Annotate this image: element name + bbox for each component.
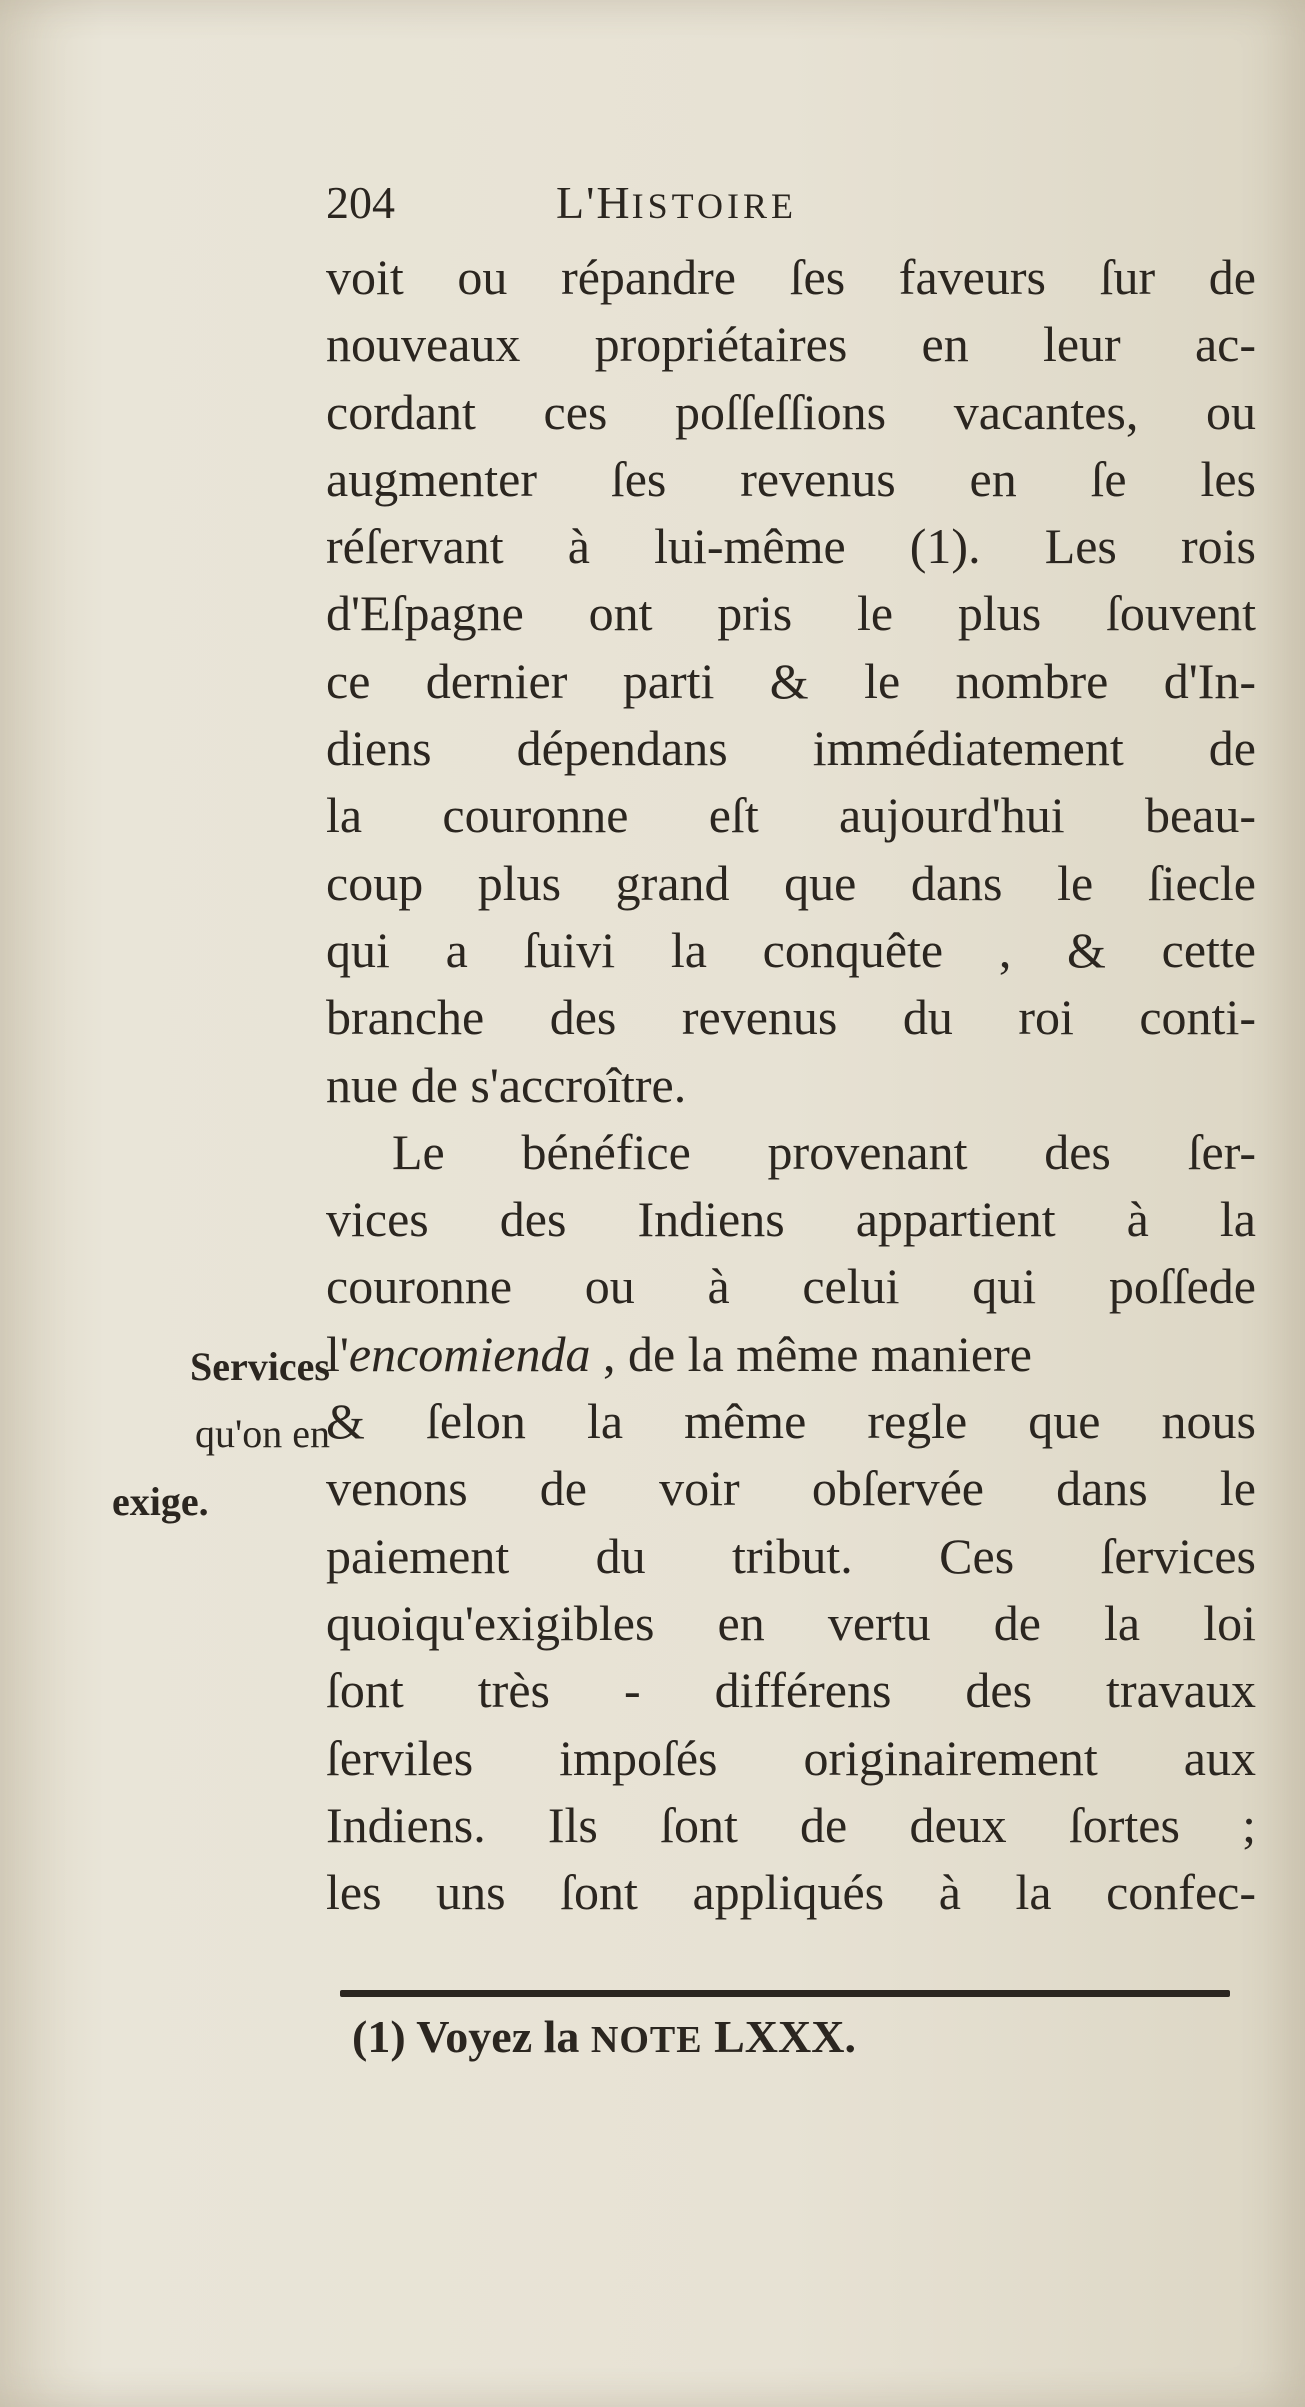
running-title (556, 176, 797, 229)
text-line: & ſelon la même regle que nous (326, 1393, 1256, 1450)
paragraph-start-line: Le bénéfice provenant des ſer- (392, 1123, 1256, 1180)
text-line: coup plus grand que dans le ſiecle (326, 854, 1256, 911)
text-line: couronne ou à celui qui poſſede (326, 1258, 1256, 1315)
marginal-note-line: exige. (112, 1478, 209, 1524)
text-line: quoiqu'exigibles en vertu de la loi (326, 1594, 1256, 1651)
text-fragment: l' (326, 1325, 349, 1382)
body-text (326, 244, 1256, 1926)
running-title-rest: ISTOIRE (631, 186, 797, 226)
page-number: 204 (326, 177, 395, 228)
text-line: augmenter ſes revenus en ſe les (326, 450, 1256, 507)
text-line: ſerviles impoſés originairement aux (326, 1729, 1256, 1786)
marginal-note-line: Services (190, 1344, 330, 1389)
text-line: venons de voir obſervée dans le (326, 1460, 1256, 1517)
page-header (326, 168, 1246, 238)
text-line: paiement du tribut. Ces ſervices (326, 1527, 1256, 1584)
text-line: vices des Indiens appartient à la (326, 1191, 1256, 1248)
text-line: cordant ces poſſeſſions vacantes, ou (326, 383, 1256, 440)
encomienda-term: encomienda (348, 1325, 591, 1382)
text-fragment: , de la même maniere (590, 1325, 1032, 1382)
text-line: réſervant à lui-même (1). Les rois (326, 518, 1256, 575)
text-line: d'Eſpagne ont pris le plus ſouvent (326, 585, 1256, 642)
paragraph-end-line: nue de s'accroître. (326, 1056, 687, 1113)
text-line: les uns ſont appliqués à la confec- (326, 1864, 1256, 1921)
text-line: Indiens. Ils ſont de deux ſortes ; (326, 1796, 1256, 1853)
text-line: branche des revenus du roi conti- (326, 989, 1256, 1046)
text-line-encomienda (326, 1321, 1256, 1388)
footnote-label: (1) Voyez la (352, 2011, 591, 2062)
footnote-note-word: NOTE (590, 2019, 703, 2061)
marginal-note (112, 1333, 330, 1535)
text-line: voit ou répandre ſes faveurs ſur de (326, 249, 1256, 305)
text-line: ce dernier parti & le nombre d'In- (326, 652, 1256, 709)
text-line: diens dépendans immédiatement de (326, 720, 1256, 777)
marginal-note-line: qu'on en (195, 1411, 330, 1457)
footnote-number: LXXX. (702, 2011, 856, 2062)
text-line: qui a ſuivi la conquête , & cette (326, 921, 1256, 978)
text-line: ſont très - différens des travaux (326, 1662, 1256, 1719)
text-line: nouveaux propriétaires en leur ac- (326, 316, 1256, 373)
text-line: la couronne eſt aujourd'hui beau- (326, 787, 1256, 844)
footnote-rule (340, 1990, 1230, 1997)
footnote (352, 2010, 1232, 2063)
running-title-initial: L'H (556, 177, 632, 228)
